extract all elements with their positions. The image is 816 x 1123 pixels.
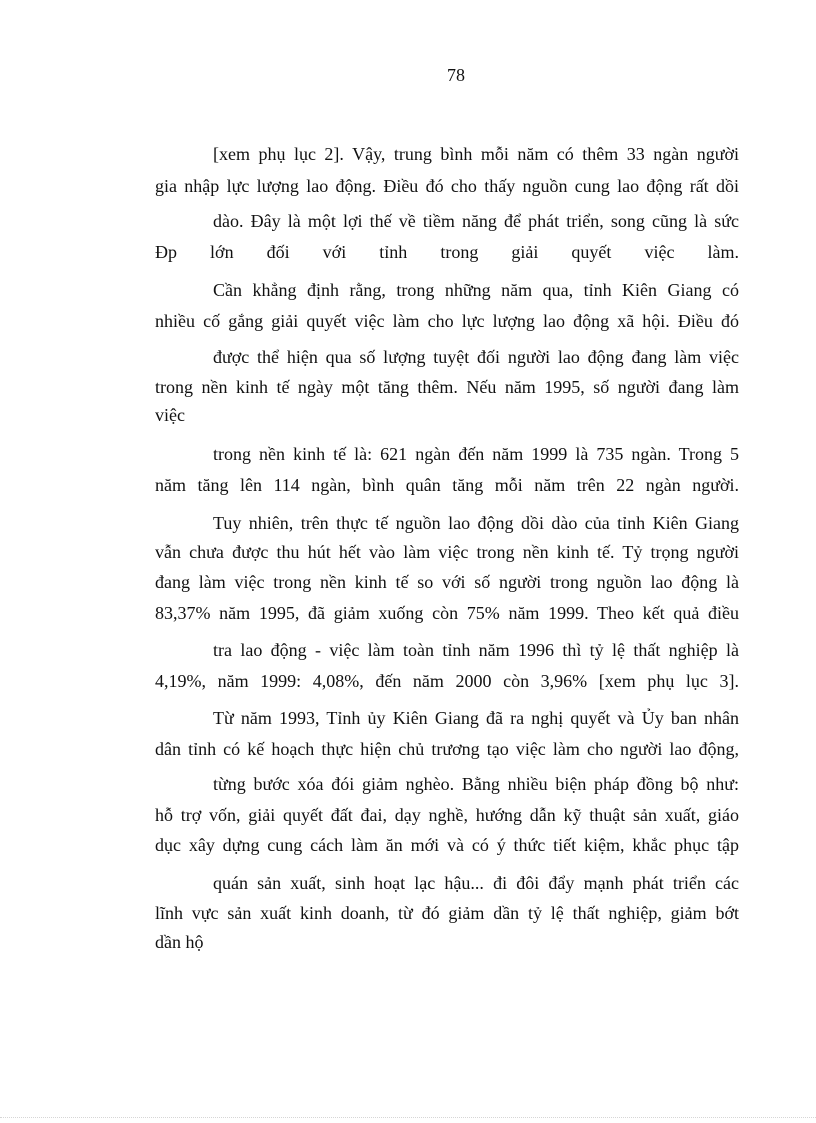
text-line: từng bước xóa đói giảm nghèo. Bằng nhiều biện pháp đồng bộ như: [213,774,739,794]
text-line: hỗ trợ vốn, giải quyết đất đai, dạy nghề, hướng dẫn kỹ thuật sản xuất, giáo [155,805,739,825]
text-line: quán sản xuất, sinh hoạt lạc hậu... đi đôi đẩy mạnh phát triển các [213,873,739,893]
text-line: Đp lớn đối với tỉnh trong giải quyết việc làm. [155,242,739,262]
text-line: Tuy nhiên, trên thực tế nguồn lao động dồi dào của tỉnh Kiên Giang [213,513,739,533]
text-line: nhiều cố gắng giải quyết việc làm cho lực lượng lao động xã hội. Điều đó [155,311,739,331]
text-line: năm tăng lên 114 ngàn, bình quân tăng mỗi năm trên 22 ngàn người. [155,475,739,495]
text-line: dân tỉnh có kế hoạch thực hiện chủ trương tạo việc làm cho người lao động, [155,739,739,759]
text-line: vẫn chưa được thu hút hết vào làm việc trong nền kinh tế. Tỷ trọng người [155,542,739,562]
text-line: tra lao động - việc làm toàn tỉnh năm 1996 thì tỷ lệ thất nghiệp là [213,640,739,660]
text-line: lĩnh vực sản xuất kinh doanh, từ đó giảm dần tỷ lệ thất nghiệp, giảm bớt [155,903,739,923]
text-line: 83,37% năm 1995, đã giảm xuống còn 75% năm 1999. Theo kết quả điều [155,603,739,623]
text-line: đang làm việc trong nền kinh tế so với số người trong nguồn lao động là [155,572,739,592]
page-number: 78 [447,65,465,85]
page-bottom-divider [0,1117,816,1118]
text-line: Từ năm 1993, Tỉnh ủy Kiên Giang đã ra nghị quyết và Ủy ban nhân [213,708,739,728]
text-line: [xem phụ lục 2]. Vậy, trung bình mỗi năm có thêm 33 ngàn người [213,144,739,164]
text-line: dào. Đây là một lợi thế về tiềm năng để phát triển, song cũng là sức [213,211,739,231]
text-line: Cần khẳng định rằng, trong những năm qua, tỉnh Kiên Giang có [213,280,739,300]
text-line: dục xây dựng cung cách làm ăn mới và có ý thức tiết kiệm, khắc phục tập [155,835,739,855]
text-line: dần hộ [155,932,204,952]
text-line: việc [155,405,185,425]
text-line: trong nền kinh tế là: 621 ngàn đến năm 1999 là 735 ngàn. Trong 5 [213,444,739,464]
text-line: gia nhập lực lượng lao động. Điều đó cho thấy nguồn cung lao động rất dồi [155,176,739,196]
text-line: 4,19%, năm 1999: 4,08%, đến năm 2000 còn 3,96% [xem phụ lục 3]. [155,671,739,691]
text-line: được thể hiện qua số lượng tuyệt đối người lao động đang làm việc [213,347,739,367]
text-line: trong nền kinh tế ngày một tăng thêm. Nếu năm 1995, số người đang làm [155,377,739,397]
